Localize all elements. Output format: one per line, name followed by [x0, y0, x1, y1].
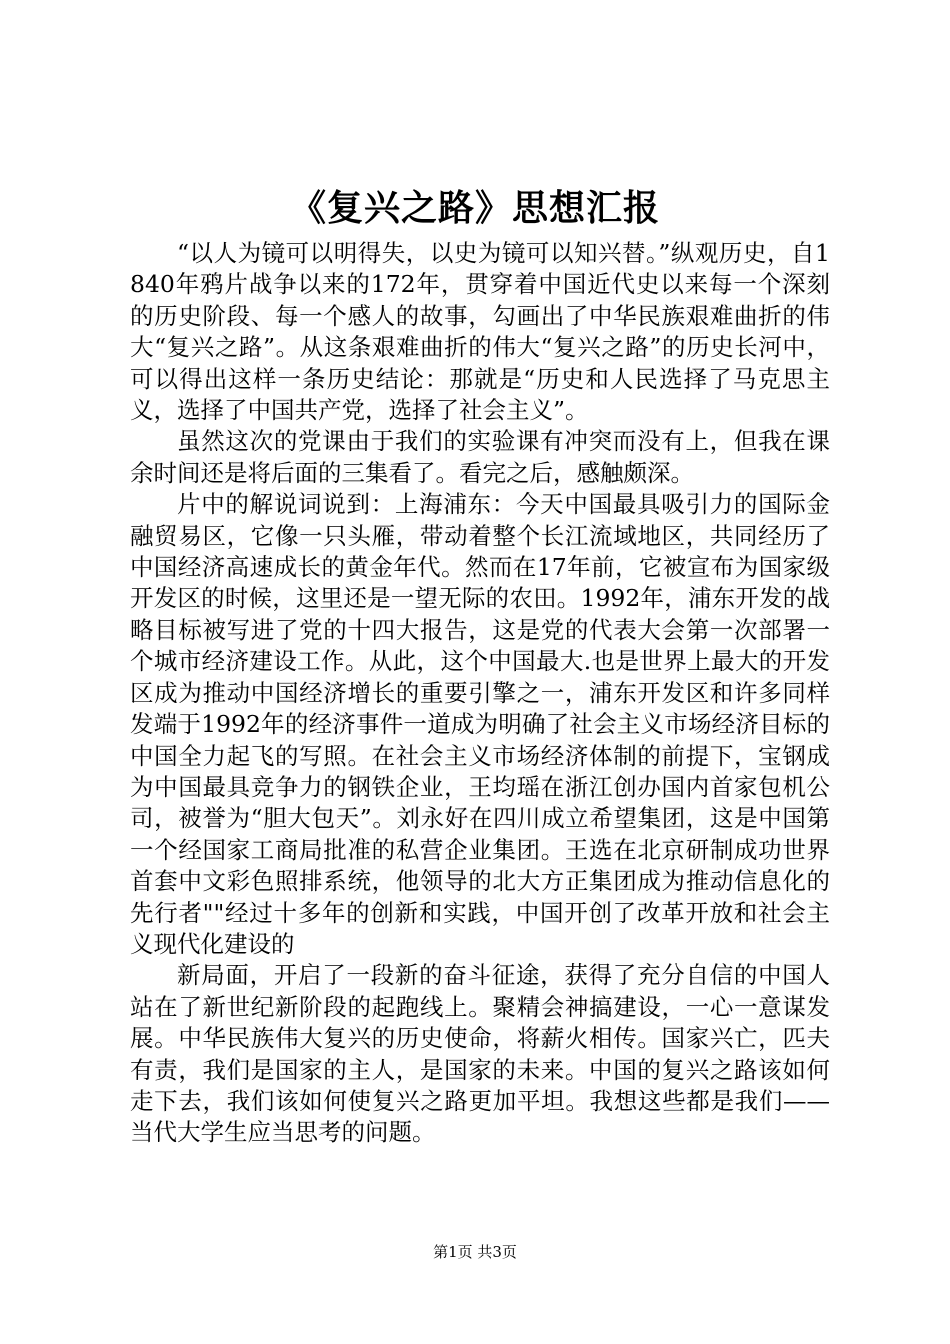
document-title: 《复兴之路》思想汇报: [289, 187, 660, 229]
document-body: [130, 238, 830, 1149]
paragraph-conclusion: 新局面，开启了一段新的奋斗征途，获得了充分自信的中国人站在了新世纪新阶段的起跑线上。聚精会神搞建设，一心一意谋发展。中华民族伟大复兴的历史使命，将薪火相传。国家兴亡，匹夫有责，我们是国家的主人，是国家的未来。中国的复兴之路该如何走下去，我们该如何使复兴之路更加平坦。我想这些都是我们——当代大学生应当思考的问题。: [130, 961, 830, 1147]
paragraph-party-class: 虽然这次的党课由于我们的实验课有冲突而没有上，但我在课余时间还是将后面的三集看了。看完之后，感触颇深。: [130, 427, 830, 487]
paragraph-intro: “以人为镜可以明得失，以史为镜可以知兴替。”纵观历史，自1840年鸦片战争以来的172年，贯穿着中国近代史以来每一个深刻的历史阶段、每一个感人的故事，勾画出了中华民族艰难曲折的伟大“复兴之路”。从这条艰难曲折的伟大“复兴之路”的历史长河中，可以得出这样一条历史结论：那就是“历史和人民选择了马克思主义，选择了中国共产党，选择了社会主义”。: [130, 239, 830, 425]
page-footer: 第1页 共3页: [433, 1243, 517, 1261]
paragraph-pudong: 片中的解说词说到：上海浦东：今天中国最具吸引力的国际金融贸易区，它像一只头雁，带动着整个长江流域地区，共同经历了中国经济高速成长的黄金年代。然而在17年前，它被宣布为国家级开发区的时候，这里还是一望无际的农田。1992年，浦东开发的战略目标被写进了党的十四大报告，这是党的代表大会第一次部署一个城市经济建设工作。从此，这个中国最大.也是世界上最大的开发区成为推动中国经济增长的重要引擎之一，浦东开发区和许多同样发端于1992年的经济事件一道成为明确了社会主义市场经济目标的中国全力起飞的写照。在社会主义市场经济体制的前提下，宝钢成为中国最具竞争力的钢铁企业，王均瑶在浙江创办国内首家包机公司，被誉为“胆大包天”。刘永好在四川成立希望集团，这是中国第一个经国家工商局批准的私营企业集团。王选在北京研制成功世界首套中文彩色照排系统，他领导的北大方正集团成为推动信息化的先行者""经过十多年的创新和实践，中国开创了改革开放和社会主义现代化建设的: [130, 490, 830, 958]
